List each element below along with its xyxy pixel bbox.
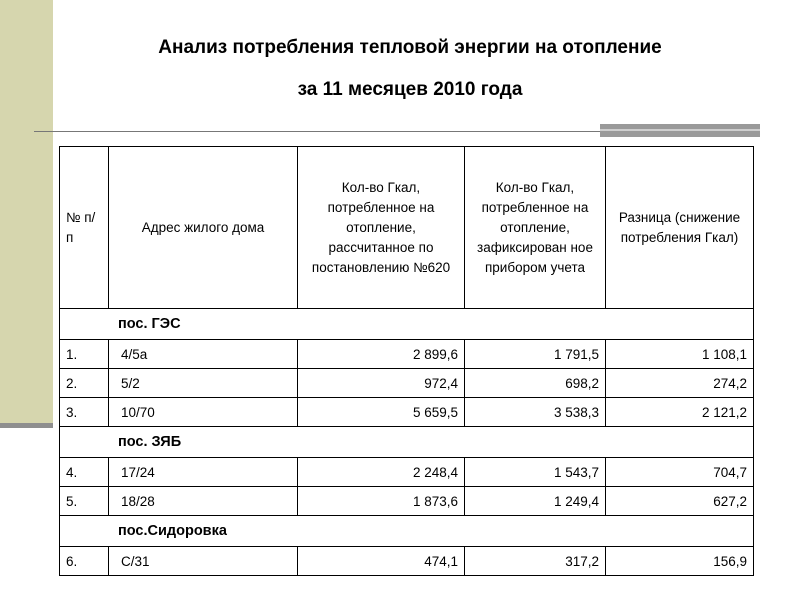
row-diff: 704,7 (606, 458, 754, 487)
row-address: 18/28 (109, 487, 298, 516)
section-row (60, 309, 754, 340)
title-divider-accent (600, 124, 760, 137)
row-num: 1. (60, 340, 109, 369)
row-calc: 972,4 (298, 369, 465, 398)
row-metered: 1 791,5 (465, 340, 606, 369)
row-diff: 2 121,2 (606, 398, 754, 427)
table-row (60, 547, 754, 576)
row-metered: 317,2 (465, 547, 606, 576)
row-num: 3. (60, 398, 109, 427)
table-header-row (60, 147, 754, 309)
row-calc: 2 248,4 (298, 458, 465, 487)
row-address: 17/24 (109, 458, 298, 487)
table-row (60, 398, 754, 427)
row-metered: 3 538,3 (465, 398, 606, 427)
header-calc: Кол-во Гкал, потребленное на отопление, рассчитанное по постановлению №620 (298, 147, 465, 309)
table-row (60, 340, 754, 369)
row-metered: 1 543,7 (465, 458, 606, 487)
header-num: № п/п (60, 147, 109, 309)
consumption-table (59, 146, 754, 576)
row-address: 4/5а (109, 340, 298, 369)
row-num: 2. (60, 369, 109, 398)
row-address: 10/70 (109, 398, 298, 427)
row-num: 5. (60, 487, 109, 516)
row-calc: 1 873,6 (298, 487, 465, 516)
row-calc: 474,1 (298, 547, 465, 576)
section-row (60, 427, 754, 458)
row-diff: 627,2 (606, 487, 754, 516)
left-band-divider (0, 423, 53, 428)
table-row (60, 487, 754, 516)
row-metered: 1 249,4 (465, 487, 606, 516)
page-title: Анализ потребления тепловой энергии на отопление (158, 37, 662, 58)
header-diff: Разница (снижение потребления Гкал) (606, 147, 754, 309)
row-metered: 698,2 (465, 369, 606, 398)
section-row (60, 516, 754, 547)
section-name: пос. ГЭС (60, 309, 754, 340)
row-num: 4. (60, 458, 109, 487)
section-name: пос.Сидоровка (60, 516, 754, 547)
page-subtitle: за 11 месяцев 2010 года (297, 79, 523, 100)
left-decorative-band (0, 0, 53, 423)
header-metered: Кол-во Гкал, потребленное на отопление, зафиксирован ное прибором учета (465, 147, 606, 309)
row-address: 5/2 (109, 369, 298, 398)
row-calc: 2 899,6 (298, 340, 465, 369)
section-name: пос. ЗЯБ (60, 427, 754, 458)
title-divider (34, 131, 600, 132)
table-row (60, 369, 754, 398)
row-diff: 274,2 (606, 369, 754, 398)
row-diff: 1 108,1 (606, 340, 754, 369)
row-diff: 156,9 (606, 547, 754, 576)
table-row (60, 458, 754, 487)
header-address: Адрес жилого дома (109, 147, 298, 309)
row-calc: 5 659,5 (298, 398, 465, 427)
row-num: 6. (60, 547, 109, 576)
row-address: С/31 (109, 547, 298, 576)
